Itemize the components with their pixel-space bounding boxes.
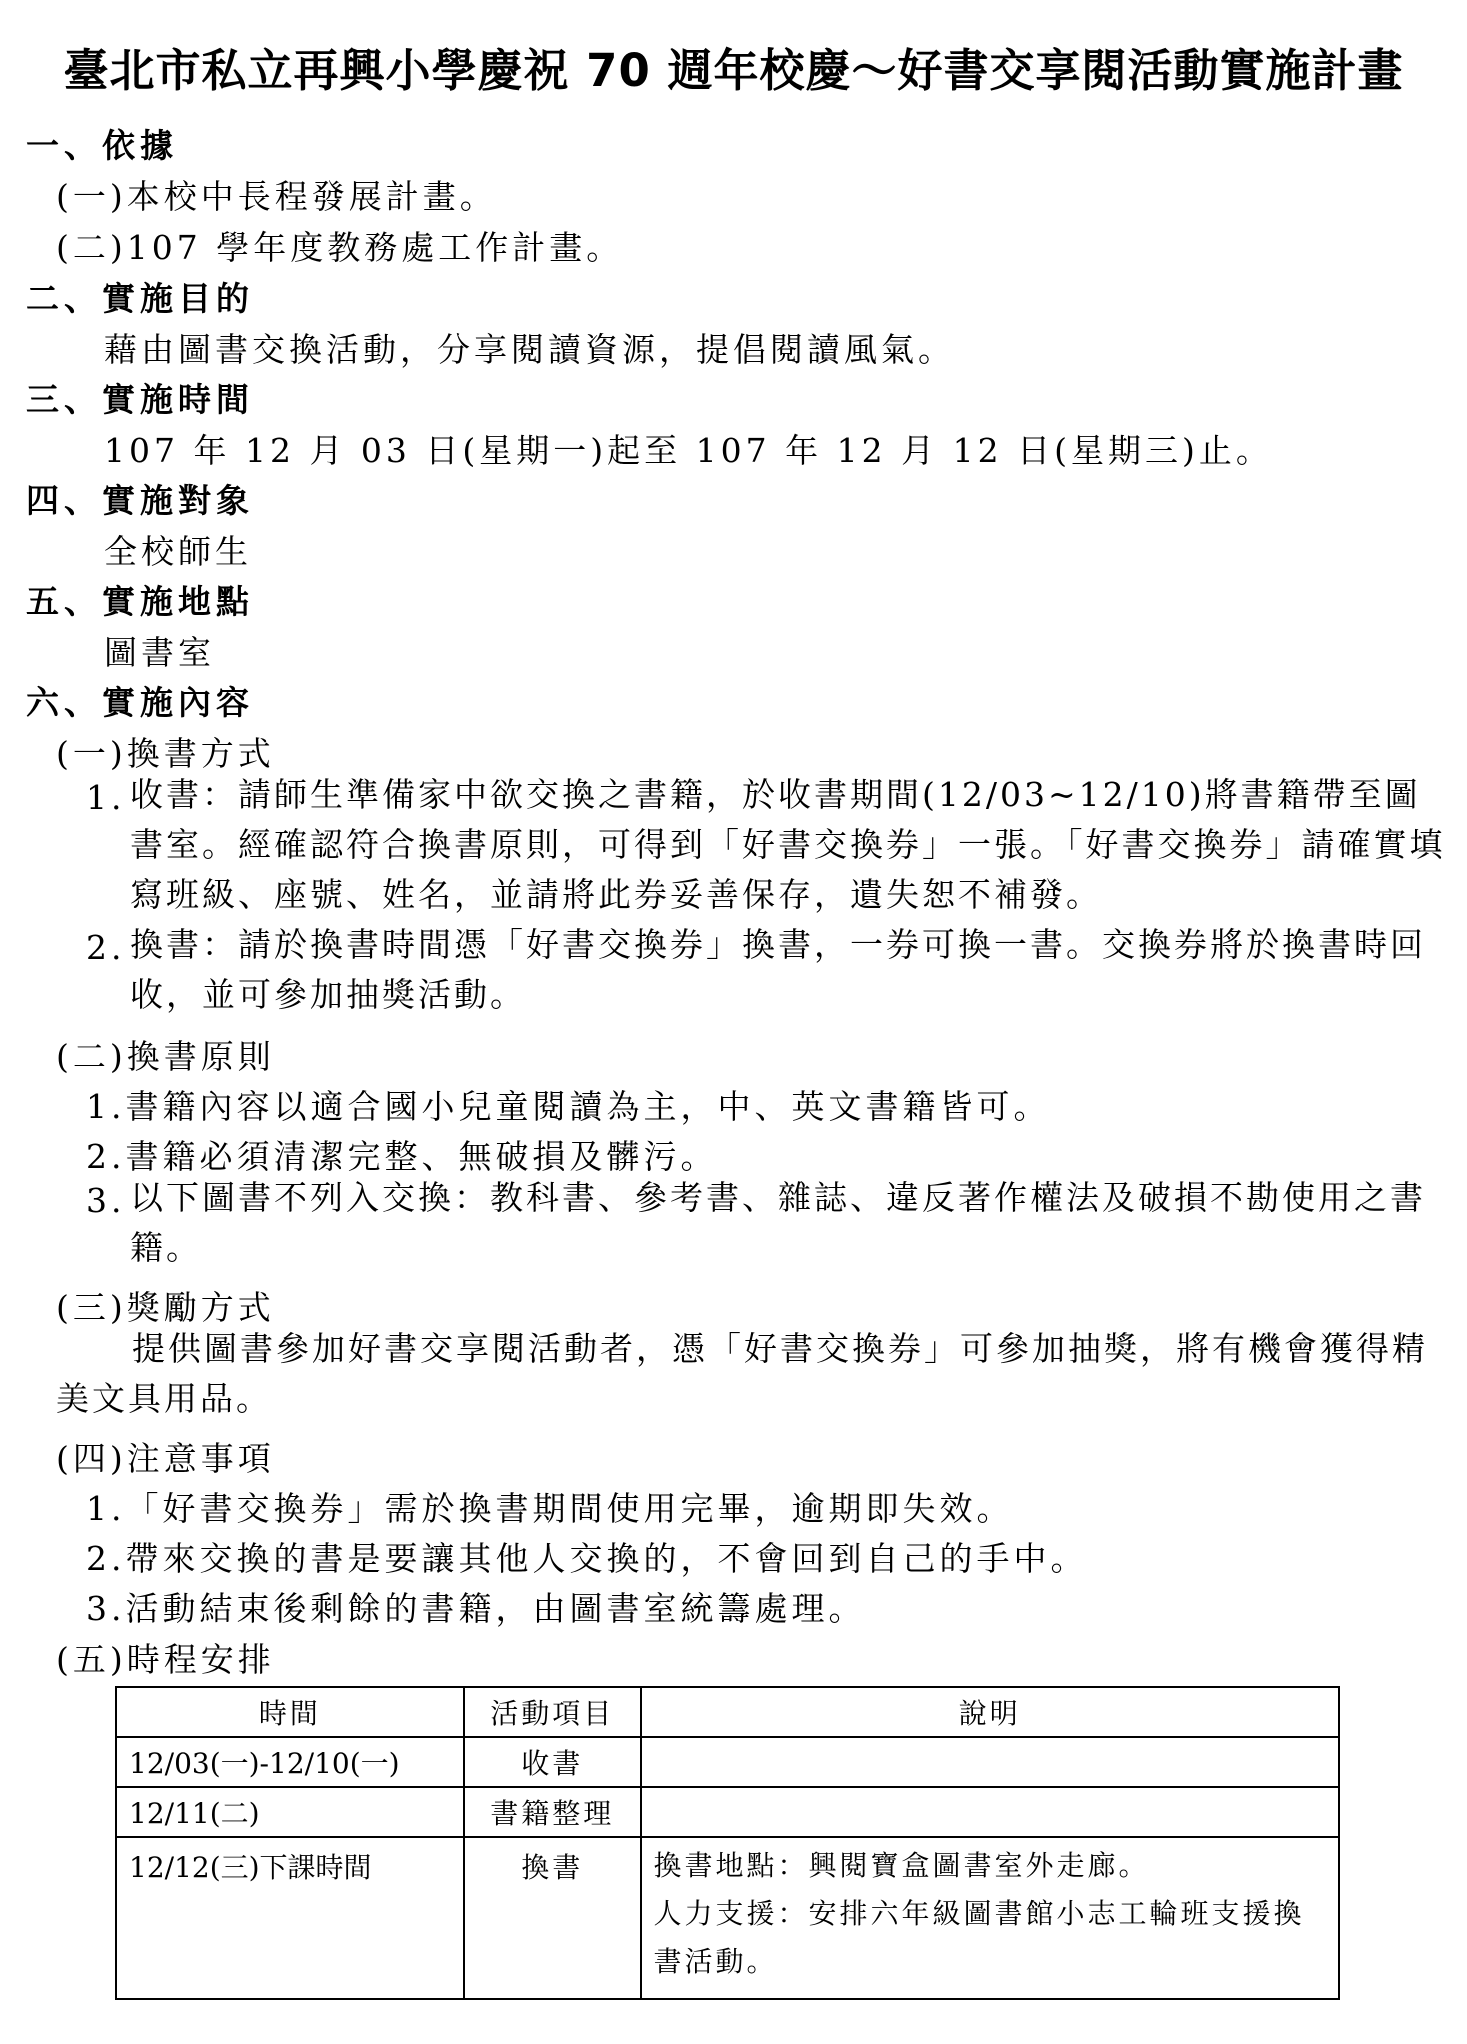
subsection-heading-exchange-method: (一)換書方式: [56, 734, 275, 773]
cell-time: 12/11(二): [116, 1787, 464, 1837]
cell-activity: 換書: [464, 1837, 641, 1999]
cell-time: 12/03(一)-12/10(一): [116, 1737, 464, 1787]
schedule-table: [115, 1686, 1340, 2000]
target-text: 全校師生: [104, 532, 252, 571]
cell-description: [641, 1787, 1339, 1837]
basis-item-1: (一)本校中長程發展計畫。: [56, 177, 497, 216]
list-number: 3.: [86, 1181, 126, 1220]
list-number: 1.: [86, 778, 126, 817]
exchange-rule-2: 2.書籍必須清潔完整、無破損及髒污。: [86, 1137, 718, 1176]
basis-item-2: (二)107 學年度教務處工作計畫。: [56, 228, 624, 267]
cell-activity: 書籍整理: [464, 1787, 641, 1837]
column-header-activity: 活動項目: [464, 1687, 641, 1737]
note-item-2: 2.帶來交換的書是要讓其他人交換的，不會回到自己的手中。: [86, 1539, 1088, 1578]
column-header-time: 時間: [116, 1687, 464, 1737]
exchange-rule-3: 以下圖書不列入交換：教科書、參考書、雜誌、違反著作權法及破損不勘使用之書籍。: [130, 1178, 1426, 1267]
description-line-staffing: 人力支援：安排六年級圖書館小志工輪班支援換書活動。: [653, 1897, 1305, 1978]
exchange-method-item-1: 收書：請師生準備家中欲交換之書籍，於收書期間(12/03~12/10)將書籍帶至圖書室。經確認符合換書原則，可得到「好書交換券」一張。「好書交換券」請確實填寫班級、座號、姓名，並請將此券妥善保存，遺失恕不補發。: [130, 775, 1446, 914]
table-row: [116, 1787, 1339, 1837]
table-row: [116, 1837, 1339, 1999]
subsection-heading-rewards: (三)獎勵方式: [56, 1288, 275, 1327]
section-heading-purpose: 二、實施目的: [26, 279, 254, 318]
cell-description: [641, 1737, 1339, 1787]
description-line-location: 換書地點：興閱寶盒圖書室外走廊。: [653, 1849, 1150, 1882]
table-row: [116, 1737, 1339, 1787]
time-text: 107 年 12 月 03 日(星期一)起至 107 年 12 月 12 日(星期三)止。: [104, 431, 1273, 470]
section-heading-target: 四、實施對象: [26, 481, 254, 520]
rewards-text: 提供圖書參加好書交享閱活動者，憑「好書交換券」可參加抽獎，將有機會獲得精美文具用品。: [56, 1329, 1428, 1418]
subsection-heading-schedule: (五)時程安排: [56, 1640, 275, 1679]
subsection-heading-exchange-rules: (二)換書原則: [56, 1037, 275, 1076]
column-header-description: 說明: [641, 1687, 1339, 1737]
cell-time: 12/12(三)下課時間: [116, 1837, 464, 1999]
section-heading-time: 三、實施時間: [26, 380, 254, 419]
cell-description: [641, 1837, 1339, 1999]
exchange-rule-1: 1.書籍內容以適合國小兒童閱讀為主，中、英文書籍皆可。: [86, 1087, 1051, 1126]
purpose-text: 藉由圖書交換活動，分享閱讀資源，提倡閱讀風氣。: [104, 330, 955, 369]
exchange-method-item-2: 換書：請於換書時間憑「好書交換券」換書，一券可換一書。交換券將於換書時回收，並可參加抽獎活動。: [130, 925, 1426, 1014]
list-number: 2.: [86, 928, 126, 967]
subsection-heading-notes: (四)注意事項: [56, 1439, 275, 1478]
note-item-1: 1.「好書交換券」需於換書期間使用完畢，逾期即失效。: [86, 1489, 1014, 1528]
document-title: 臺北市私立再興小學慶祝 70 週年校慶～好書交享閱活動實施計畫: [63, 44, 1404, 97]
note-item-3: 3.活動結束後剩餘的書籍，由圖書室統籌處理。: [86, 1589, 866, 1628]
table-header-row: [116, 1687, 1339, 1737]
section-heading-content: 六、實施內容: [26, 683, 254, 722]
section-heading-location: 五、實施地點: [26, 582, 254, 621]
section-heading-basis: 一、依據: [26, 126, 178, 165]
cell-activity: 收書: [464, 1737, 641, 1787]
location-text: 圖書室: [104, 633, 215, 672]
